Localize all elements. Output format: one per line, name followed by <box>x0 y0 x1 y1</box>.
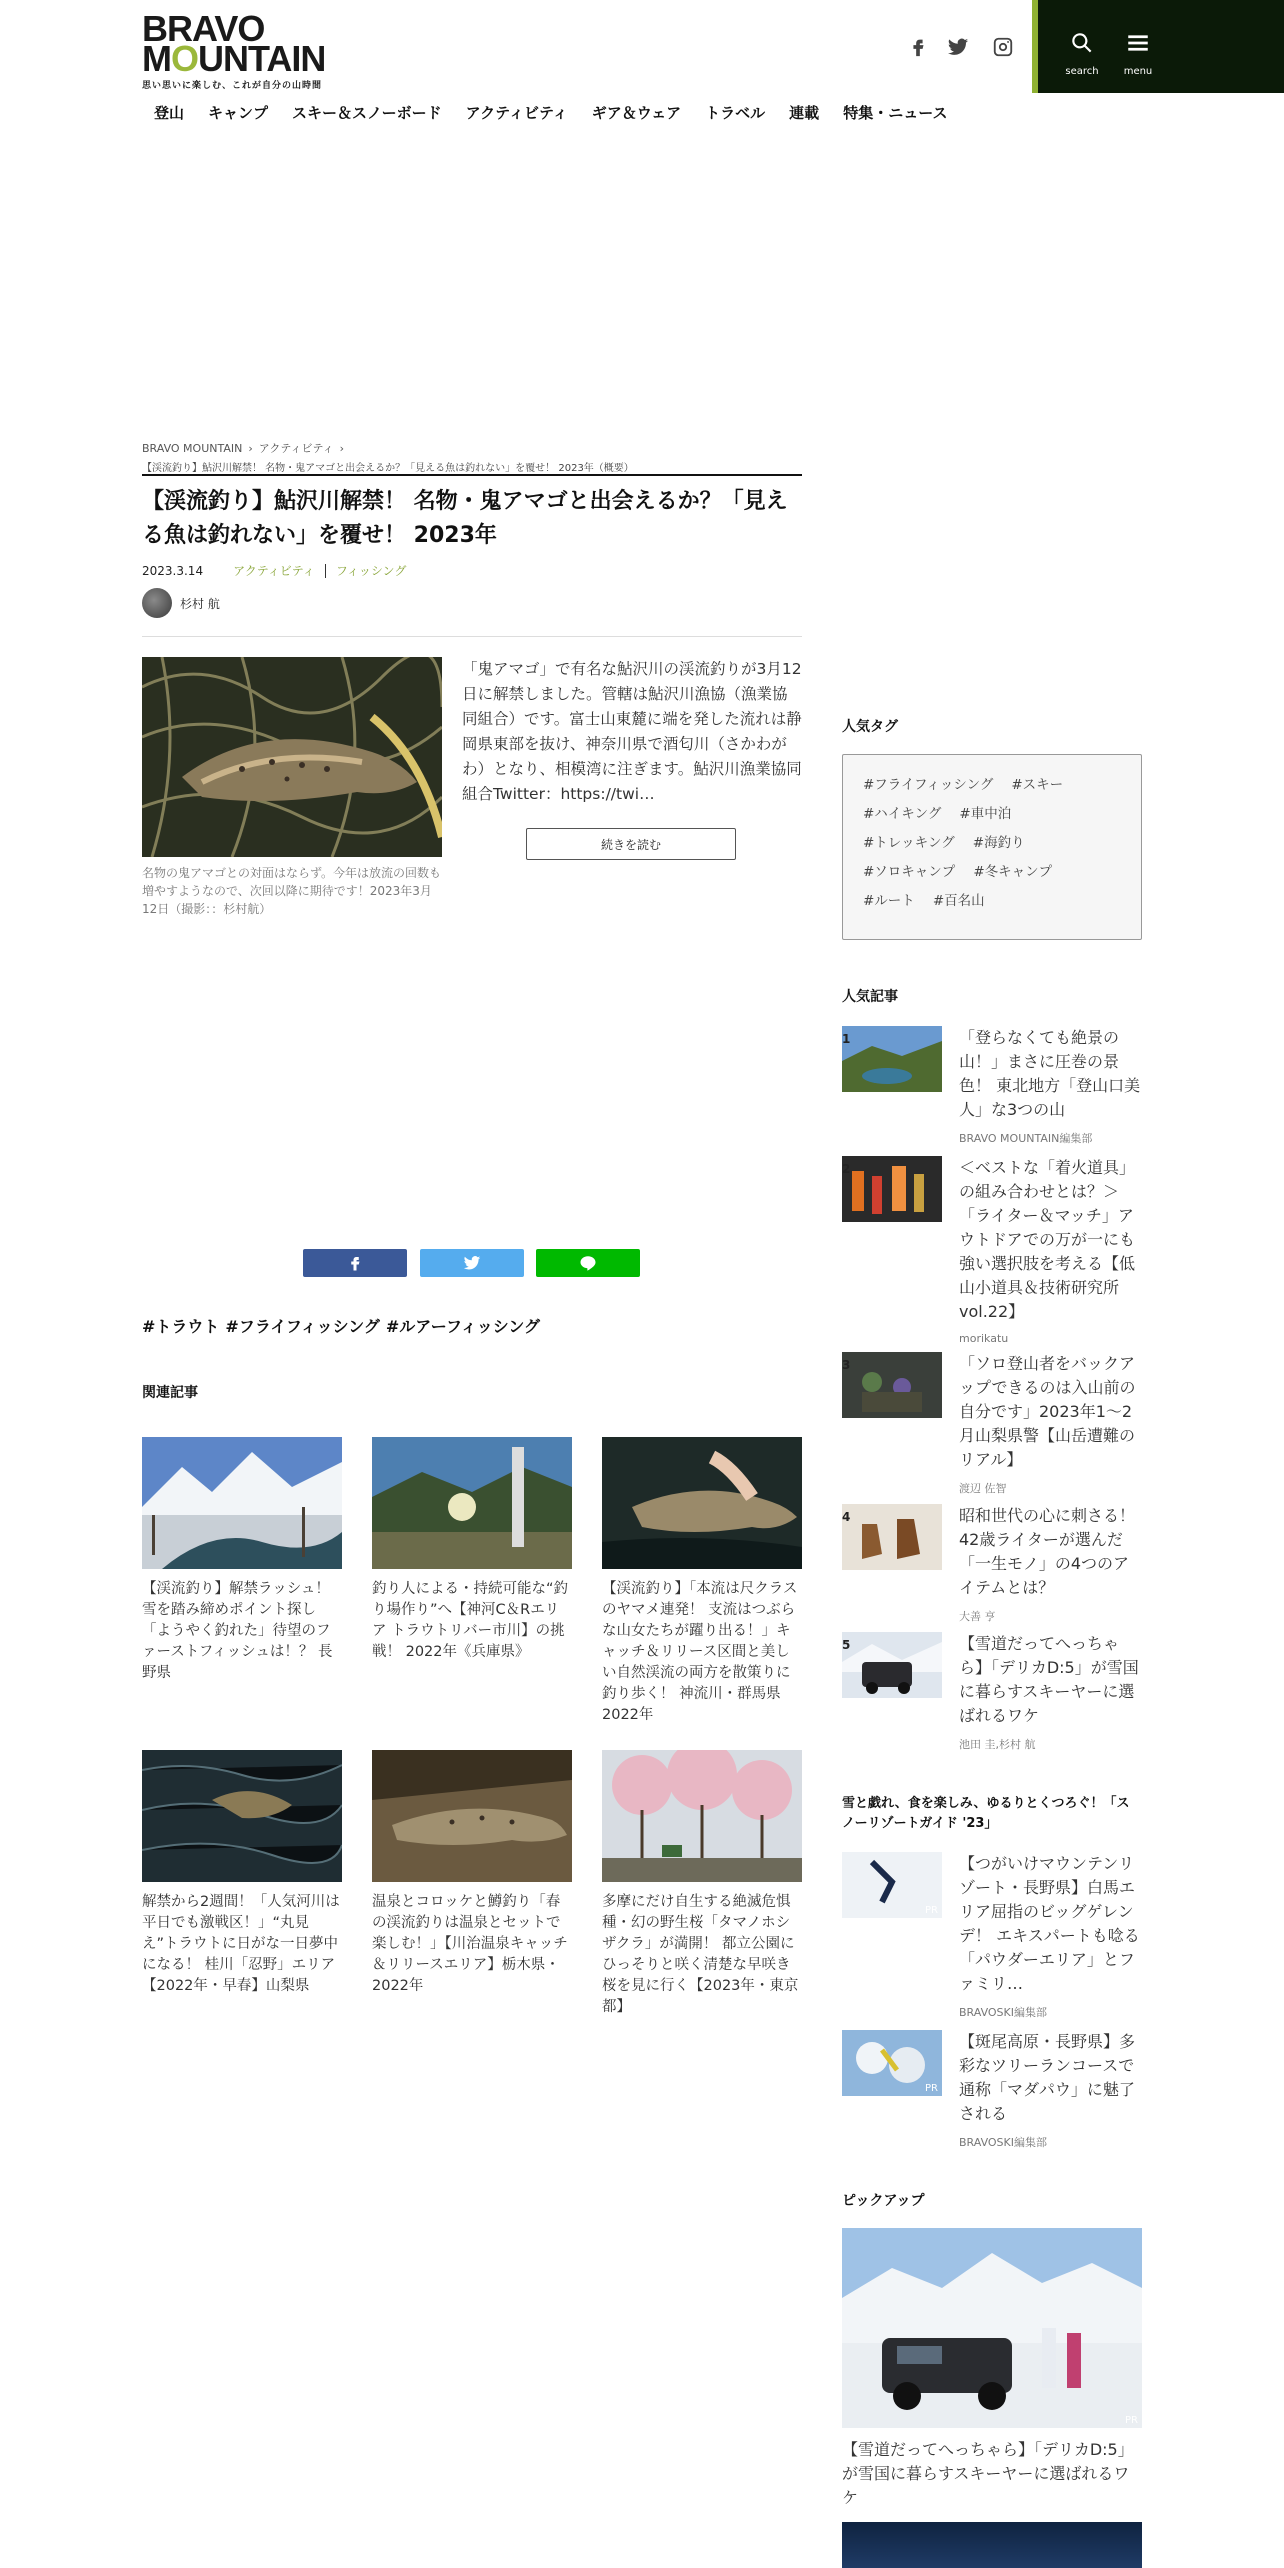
popular-title: ＜ベストな「着火道具」の組み合わせとは？＞「ライター＆マッチ」アウトドアでの万が一にも強い選択肢を考える【低山小道具＆技術研究所 vol.22】 <box>959 1158 1136 1321</box>
logo-line1: BRAVO <box>142 8 265 49</box>
pickup-image-secondary[interactable] <box>842 2522 1142 2568</box>
pickup-title: ピックアップ <box>842 2193 925 2209</box>
tag-link[interactable]: #スキー <box>1011 777 1064 793</box>
related-card[interactable] <box>142 1750 342 1997</box>
article-meta <box>142 562 406 579</box>
related-card-title: 【渓流釣り】「本流は尺クラスのヤマメ連発！ 支流はつぶらな山女たちが躍り出る！」キャッチ＆リリース区間と美しい自然渓流の両方を散策りに釣り歩く！ 神流川・群馬県 2022年 <box>602 1581 798 1723</box>
tag-link[interactable]: #トレッキング <box>863 835 955 851</box>
popular-author: 大善 亨 <box>959 1610 996 1623</box>
avatar <box>142 588 172 618</box>
popular-thumbnail <box>842 1026 942 1092</box>
ski-guide-title: 雪と戯れ、食を楽しみ、ゆるりとくつろぐ！「スノーリゾートガイド '23」 <box>842 1796 1130 1831</box>
related-thumbnail <box>372 1750 572 1882</box>
ski-thumbnail <box>842 2030 942 2096</box>
tag-link[interactable]: #ソロキャンプ <box>863 864 956 880</box>
pr-badge: PR <box>925 2083 938 2094</box>
popular-title: 昭和世代の心に刺さる！ 42歳ライターが選んだ「一生モノ」の4つのアイテムとは？ <box>959 1506 1136 1597</box>
rank-number: 4 <box>842 1510 851 1524</box>
related-card-title: 温泉とコロッケと鱒釣り「春の渓流釣りは温泉とセットで楽しむ！」【川治温泉キャッチ＆リリースエリア】栃木県・2022年 <box>372 1894 568 1994</box>
title-rule <box>142 474 802 476</box>
tag-link[interactable]: #車中泊 <box>959 806 1012 822</box>
search-label: search <box>1065 66 1099 77</box>
pr-badge: PR <box>1125 2415 1138 2426</box>
related-thumbnail <box>602 1437 802 1569</box>
article-excerpt: 「鬼アマゴ」で有名な鮎沢川の渓流釣りが3月12日に解禁しました。管轄は鮎沢川漁協（漁業協同組合）です。富士山東麓に端を発した流れは静岡県東部を抜け、神奈川県で酒匂川（さかわがわ）となり、相模湾に注ぎます。鮎沢川漁業協同組合Twitter：https://twi… <box>462 660 802 803</box>
related-thumbnail <box>372 1437 572 1569</box>
popular-author: morikatu <box>959 1332 1009 1345</box>
related-title: 関連記事 <box>142 1385 198 1401</box>
hashtag-link[interactable]: #フライフィッシング <box>225 1317 380 1336</box>
ski-article-title: 【つがいけマウンテンリゾート・長野県】白馬エリア屈指のビッグゲレンデ！ エキスパートも唸る「パウダーエリア」とファミリ… <box>959 1854 1140 1993</box>
breadcrumb <box>142 440 634 474</box>
pickup-image[interactable] <box>842 2228 1142 2428</box>
chevron-right-icon: › <box>339 441 345 455</box>
twitter-icon <box>463 1254 481 1272</box>
related-thumbnail <box>142 1750 342 1882</box>
nav-item-news[interactable]: 特集・ニュース <box>843 104 948 122</box>
rank-number: 5 <box>842 1638 851 1652</box>
popular-thumbnail <box>842 1156 942 1222</box>
share-facebook-button[interactable] <box>303 1249 407 1277</box>
author-name: 杉村 航 <box>180 596 220 611</box>
related-thumbnail <box>602 1750 802 1882</box>
meta-divider <box>325 564 326 578</box>
popular-author: BRAVO MOUNTAIN編集部 <box>959 1132 1093 1145</box>
tag-link[interactable]: #フライフィッシング <box>863 777 994 793</box>
nav-item-travel[interactable]: トラベル <box>705 104 766 122</box>
article-date: 2023.3.14 <box>142 563 204 578</box>
tag-link[interactable]: #冬キャンプ <box>973 864 1053 880</box>
related-card[interactable] <box>372 1437 572 1663</box>
facebook-icon <box>346 1254 364 1272</box>
nav-item-series[interactable]: 連載 <box>789 104 820 122</box>
article-title: 【渓流釣り】鮎沢川解禁！ 名物・鬼アマゴと出会えるか？「見える魚は釣れない」を覆せ！ 2023年 <box>142 489 788 548</box>
category-link-activity[interactable]: アクティビティ <box>233 564 315 578</box>
related-card[interactable] <box>602 1750 802 2018</box>
article-hashtags <box>142 1314 540 1337</box>
rank-number: 3 <box>842 1358 851 1372</box>
tag-link[interactable]: #海釣り <box>972 835 1025 851</box>
menu-label: menu <box>1123 66 1153 77</box>
ski-thumbnail <box>842 1852 942 1918</box>
facebook-icon[interactable] <box>903 34 933 60</box>
search-icon <box>1069 30 1095 56</box>
search-button[interactable] <box>1052 30 1112 77</box>
share-twitter-button[interactable] <box>420 1249 524 1277</box>
popular-tags-title: 人気タグ <box>842 719 898 735</box>
breadcrumb-category[interactable]: アクティビティ <box>258 442 334 455</box>
instagram-icon[interactable] <box>988 34 1018 60</box>
nav-item-climbing[interactable]: 登山 <box>154 104 185 122</box>
popular-thumbnail <box>842 1504 942 1570</box>
related-thumbnail <box>142 1437 342 1569</box>
related-card[interactable] <box>372 1750 572 1997</box>
read-more-button[interactable]: 続きを読む <box>526 828 736 860</box>
author-byline[interactable] <box>142 588 220 618</box>
nav-item-ski[interactable]: スキー＆スノーボード <box>292 104 442 122</box>
hashtag-link[interactable]: #トラウト <box>142 1317 220 1336</box>
divider <box>142 636 802 637</box>
popular-author: 池田 圭,杉村 航 <box>959 1738 1036 1751</box>
chevron-right-icon: › <box>248 441 253 455</box>
popular-title: 「登らなくても絶景の山！」まさに圧巻の景色！ 東北地方「登山口美人」な3つの山 <box>959 1028 1141 1119</box>
related-card-title: 【渓流釣り】解禁ラッシュ！雪を踏み締めポイント探し「ようやく釣れた」待望のファーストフィッシュは！？ 長野県 <box>142 1581 333 1681</box>
logo-line2: MOUNTAIN <box>142 38 326 79</box>
breadcrumb-current: 【渓流釣り】鮎沢川解禁！ 名物・鬼アマゴと出会えるか？「見える魚は釣れない」を覆せ！ 2023年（概要） <box>142 463 634 474</box>
related-card[interactable] <box>142 1437 342 1684</box>
breadcrumb-home[interactable]: BRAVO MOUNTAIN <box>142 441 243 455</box>
ski-article-title: 【斑尾高原・長野県】多彩なツリーランコースで通称「マダパウ」に魅了される <box>959 2032 1136 2123</box>
related-card[interactable] <box>602 1437 802 1726</box>
site-logo[interactable] <box>142 8 348 91</box>
menu-icon <box>1125 30 1151 56</box>
popular-thumbnail <box>842 1632 942 1698</box>
article-hero-image <box>142 657 442 857</box>
related-card-title: 多摩にだけ自生する絶滅危惧種・幻の野生桜「タマノホシザクラ」が満開！ 都立公園にひっそりと咲く清楚な早咲き桜を見に行く【2023年・東京都】 <box>602 1894 799 2015</box>
category-link-fishing[interactable]: フィッシング <box>335 564 407 578</box>
share-line-button[interactable] <box>536 1249 640 1277</box>
popular-tags-box <box>842 754 1142 940</box>
tag-link[interactable]: #ルート <box>863 893 915 909</box>
ski-article-author: BRAVOSKI編集部 <box>959 2136 1047 2149</box>
pickup-article-title[interactable]: 【雪道だってへっちゃら】「デリカD:5」が雪国に暮らすスキーヤーに選ばれるワケ <box>842 2440 1134 2507</box>
popular-author: 渡辺 佐智 <box>959 1482 1007 1495</box>
popular-articles-title: 人気記事 <box>842 989 898 1005</box>
rank-number: 2 <box>842 1162 851 1176</box>
twitter-icon[interactable] <box>943 34 973 60</box>
nav-item-camp[interactable]: キャンプ <box>208 104 269 122</box>
popular-thumbnail <box>842 1352 942 1418</box>
ski-article-author: BRAVOSKI編集部 <box>959 2006 1047 2019</box>
tag-link[interactable]: #ハイキング <box>863 806 942 822</box>
related-card-title: 解禁から2週間！「人気河川は平日でも激戦区！」“丸見え”トラウトに日がな一日夢中になる！ 桂川「忍野」エリア【2022年・早春】山梨県 <box>142 1894 340 1994</box>
nav-item-gear[interactable]: ギア＆ウェア <box>591 104 682 122</box>
rank-number: 1 <box>842 1032 851 1046</box>
hashtag-link[interactable]: #ルアーフィッシング <box>385 1317 541 1336</box>
popular-title: 「ソロ登山者をバックアップできるのは入山前の自分です」2023年1〜2月山梨県警【山岳遭難のリアル】 <box>959 1354 1136 1469</box>
global-nav <box>142 102 959 123</box>
line-icon <box>579 1254 597 1272</box>
related-card-title: 釣り人による・持続可能な“釣り場作り”へ【神河C＆Rエリア トラウトリバー市川】の挑戦！ 2022年《兵庫県》 <box>372 1581 569 1660</box>
pr-badge: PR <box>925 1905 938 1916</box>
nav-item-activity[interactable]: アクティビティ <box>465 104 568 122</box>
hero-caption: 名物の鬼アマゴとの対面はならず。今年は放流の回数も増やすようなので、次回以降に期待です！2023年3月12日（撮影：：杉村航） <box>142 866 442 916</box>
logo-tagline: 思い思いに楽しむ、これが自分の山時間 <box>142 81 323 91</box>
popular-title: 【雪道だってへっちゃら】「デリカD:5」が雪国に暮らすスキーヤーに選ばれるワケ <box>959 1634 1139 1725</box>
header-action-bar <box>1032 0 1284 93</box>
menu-button[interactable] <box>1108 30 1168 77</box>
tag-link[interactable]: #百名山 <box>932 893 985 909</box>
